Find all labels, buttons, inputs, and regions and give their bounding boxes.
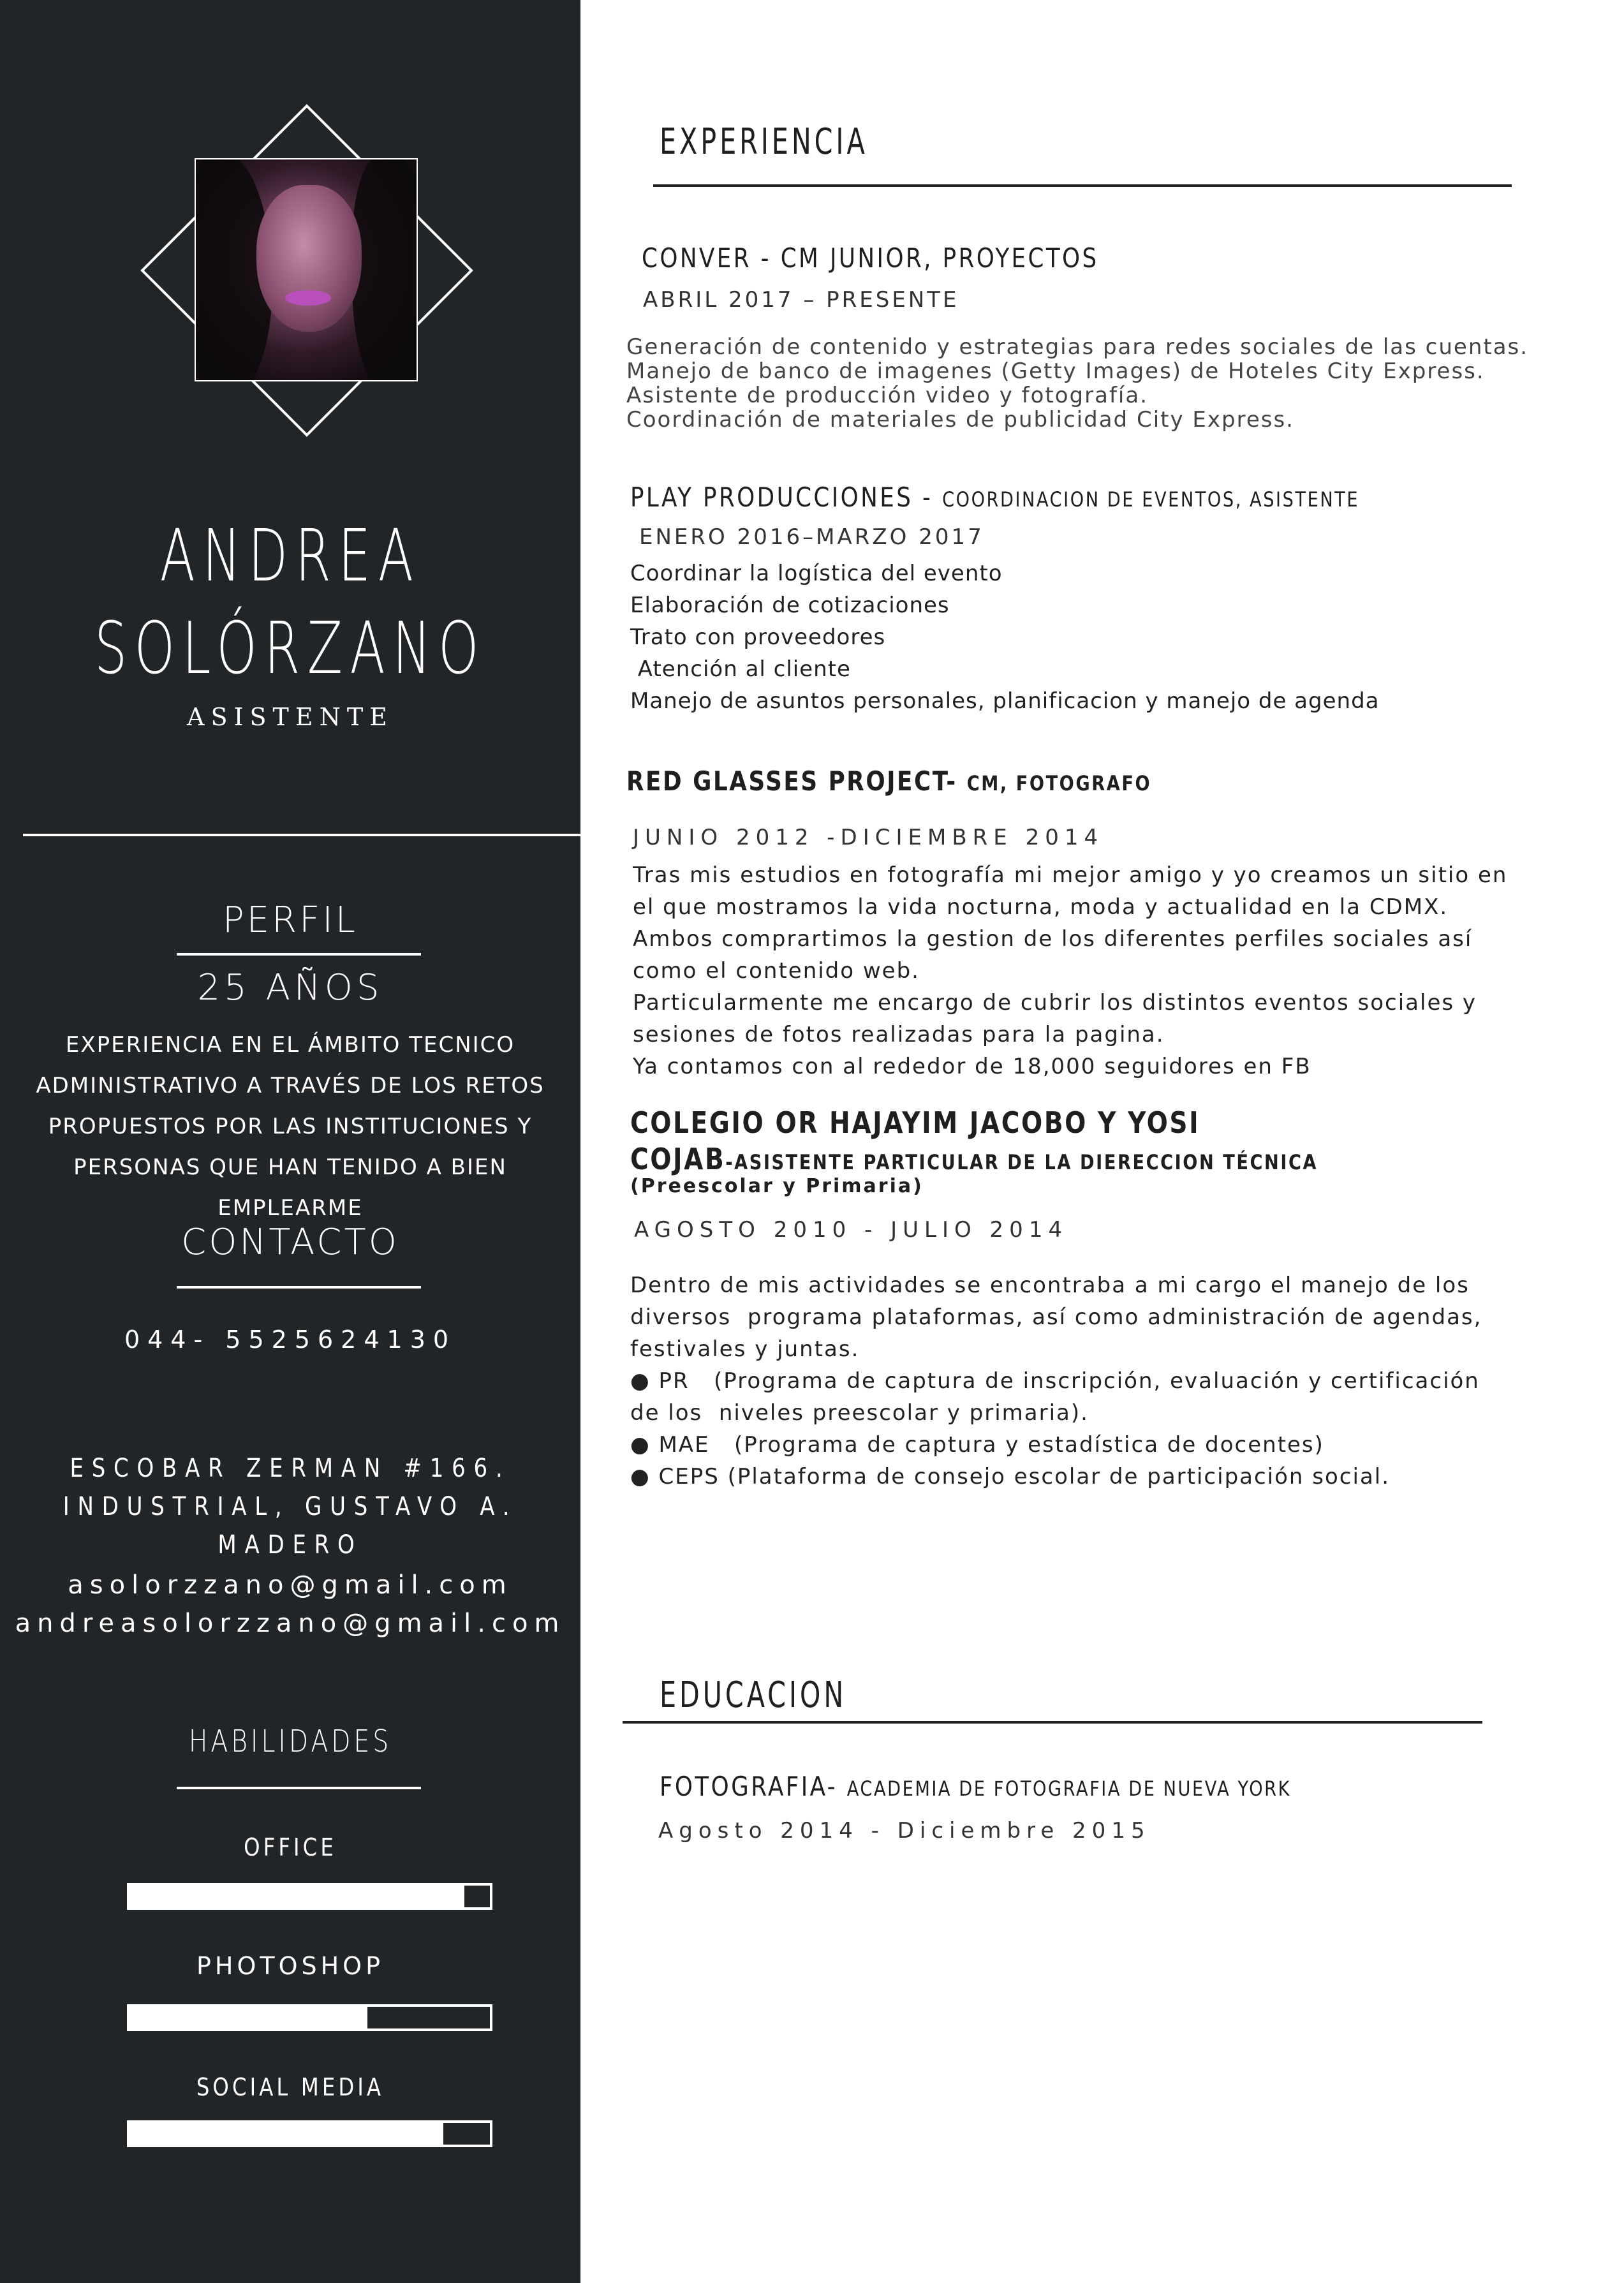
education-title xyxy=(660,1771,1291,1802)
job-line: Manejo de banco de imagenes (Getty Images) de Hoteles City Express. xyxy=(626,358,1485,384)
job-line: ● CEPS (Plataforma de consejo escolar de participación social. xyxy=(630,1464,1391,1489)
job-description xyxy=(626,335,1528,432)
address xyxy=(43,1449,537,1564)
contacto-heading: CONTACTO xyxy=(181,1222,399,1263)
job-position: COORDINACION DE EVENTOS, ASISTENTE xyxy=(942,487,1360,512)
job-line: el que mostramos la vida nocturna, moda y actualidad en la CDMX. xyxy=(633,894,1449,920)
job-line: Ambos comprartimos la gestion de los diferentes perfiles sociales así xyxy=(633,926,1473,952)
skill-label-photoshop: PHOTOSHOP xyxy=(196,1952,385,1980)
job-company: PLAY PRODUCCIONES - xyxy=(630,482,943,513)
skill-bar-office xyxy=(127,1883,492,1910)
job-line: Generación de contenido y estrategias para redes sociales de las cuentas. xyxy=(626,334,1529,360)
job-line: diversos programa plataformas, así como administración de agendas, xyxy=(630,1304,1482,1330)
job-line: de los niveles preescolar y primaria). xyxy=(630,1400,1089,1426)
habilidades-rule xyxy=(177,1787,421,1789)
job-line: Atención al cliente xyxy=(630,656,851,682)
job-title: CONVER - CM JUNIOR, PROYECTOS xyxy=(642,242,1099,274)
skill-bar-fill xyxy=(129,2007,367,2028)
perfil-line: EXPERIENCIA EN EL ÁMBITO TECNICO xyxy=(65,1032,515,1058)
full-name xyxy=(81,510,499,695)
job-note: (Preescolar y Primaria) xyxy=(630,1175,924,1197)
skill-label-office: OFFICE xyxy=(244,1833,337,1861)
education-date: Agosto 2014 - Diciembre 2015 xyxy=(658,1818,1151,1843)
job-line: ● MAE (Programa de captura y estadística de docentes) xyxy=(630,1432,1324,1458)
job-line: Ya contamos con al rededor de 18,000 seguidores en FB xyxy=(633,1054,1311,1079)
job-line: Coordinación de materiales de publicidad City Express. xyxy=(626,407,1294,432)
perfil-rule xyxy=(177,953,421,956)
job-title: COLEGIO OR HAJAYIM JACOBO Y YOSI xyxy=(630,1105,1200,1140)
job-company: COJAB xyxy=(630,1142,726,1176)
job-title xyxy=(630,482,1359,513)
perfil-line: PROPUESTOS POR LAS INSTITUCIONES Y xyxy=(48,1114,533,1139)
education-school: ACADEMIA DE FOTOGRAFIA DE NUEVA YORK xyxy=(846,1777,1291,1801)
experiencia-heading: EXPERIENCIA xyxy=(660,121,868,163)
job-description xyxy=(633,859,1507,1082)
job-line: Asistente de producción video y fotografía. xyxy=(626,383,1148,408)
job-line: Coordinar la logística del evento xyxy=(630,561,1003,586)
job-line: Particularmente me encargo de cubrir los distintos eventos sociales y xyxy=(633,990,1477,1016)
education-field: FOTOGRAFIA- xyxy=(660,1771,847,1802)
job-date: ENERO 2016–MARZO 2017 xyxy=(639,524,984,550)
profile-photo xyxy=(195,158,418,381)
job-position: CM, FOTOGRAFO xyxy=(966,771,1152,795)
first-name: ANDREA xyxy=(159,515,421,598)
email-secondary: andreasolorzzano@gmail.com xyxy=(15,1609,566,1638)
email-primary: asolorzzano@gmail.com xyxy=(68,1570,513,1600)
habilidades-heading: HABILIDADES xyxy=(188,1724,392,1759)
perfil-line: PERSONAS QUE HAN TENIDO A BIEN EMPLEARME xyxy=(73,1155,507,1221)
role-title: ASISTENTE xyxy=(187,703,394,731)
skill-bar-social-media xyxy=(127,2120,492,2147)
educacion-heading: EDUCACION xyxy=(660,1674,847,1716)
address-line: ESCOBAR ZERMAN #166. xyxy=(70,1454,511,1483)
skill-bar-fill xyxy=(129,1886,464,1907)
job-line: Trato con proveedores xyxy=(630,624,886,650)
job-date: JUNIO 2012 -DICIEMBRE 2014 xyxy=(633,825,1104,850)
job-line: Elaboración de cotizaciones xyxy=(630,593,950,618)
job-date: ABRIL 2017 – PRESENTE xyxy=(643,287,959,313)
educacion-rule xyxy=(623,1721,1482,1724)
phone-number: 044- 5525624130 xyxy=(124,1326,457,1354)
perfil-summary xyxy=(0,1024,580,1229)
contacto-rule xyxy=(177,1286,421,1289)
skill-bar-fill xyxy=(129,2123,443,2145)
job-line: Dentro de mis actividades se encontraba a mi cargo el manejo de los xyxy=(630,1273,1470,1298)
skill-label-social-media: SOCIAL MEDIA xyxy=(196,2073,385,2101)
sidebar xyxy=(0,0,580,2283)
skill-bar-photoshop xyxy=(127,2004,492,2031)
main-content xyxy=(580,0,1624,2283)
last-name: SOLÓRZANO xyxy=(94,607,487,690)
experiencia-rule xyxy=(653,184,1512,187)
job-position: -ASISTENTE PARTICULAR DE LA DIERECCION TÉCNICA xyxy=(725,1150,1318,1174)
job-line: sesiones de fotos realizadas para la pagina. xyxy=(633,1022,1165,1047)
job-line: como el contenido web. xyxy=(633,958,920,984)
job-date: AGOSTO 2010 - JULIO 2014 xyxy=(634,1217,1068,1243)
job-description xyxy=(630,558,1380,717)
job-title xyxy=(626,765,1151,797)
job-description xyxy=(630,1269,1482,1493)
job-line: Tras mis estudios en fotografía mi mejor amigo y yo creamos un sitio en xyxy=(633,862,1508,888)
job-line: festivales y juntas. xyxy=(630,1336,860,1362)
sidebar-divider xyxy=(23,834,580,836)
perfil-line: ADMINISTRATIVO A TRAVÉS DE LOS RETOS xyxy=(36,1073,545,1098)
job-title-continued xyxy=(630,1142,1318,1176)
emails xyxy=(0,1566,580,1643)
job-line: Manejo de asuntos personales, planificacion y manejo de agenda xyxy=(630,688,1380,714)
job-company: RED GLASSES PROJECT- xyxy=(626,765,967,797)
job-line: ● PR (Programa de captura de inscripción, evaluación y certificación xyxy=(630,1368,1480,1394)
age-text: 25 AÑOS xyxy=(197,967,383,1009)
address-line: INDUSTRIAL, GUSTAVO A. MADERO xyxy=(63,1492,518,1560)
perfil-heading: PERFIL xyxy=(223,899,358,941)
